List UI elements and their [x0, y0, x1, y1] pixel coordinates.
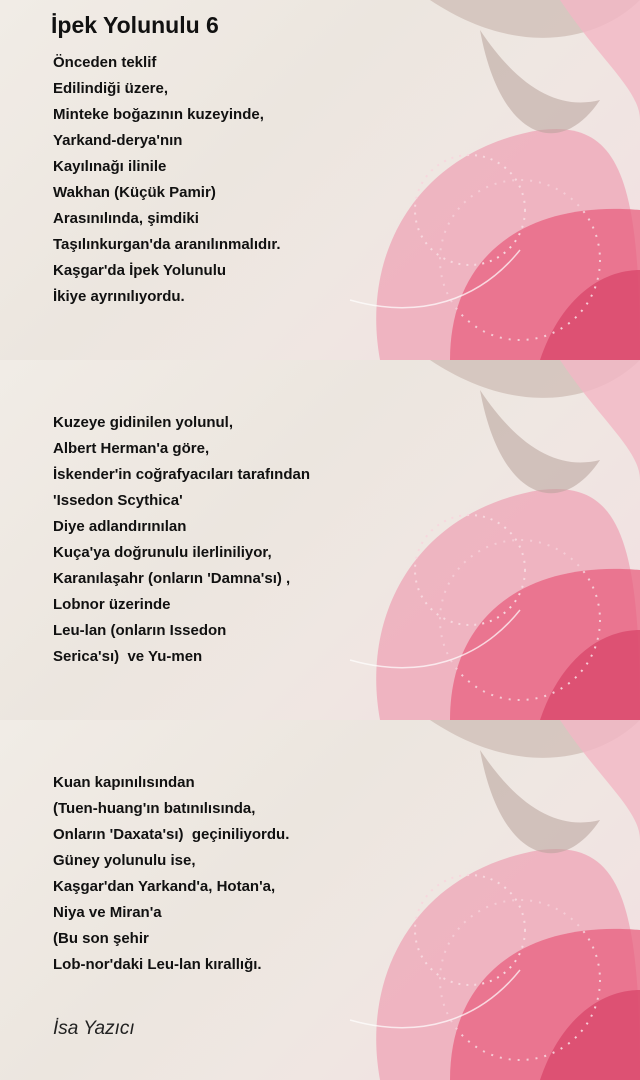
- poem-line: Lobnor üzerinde: [53, 596, 171, 613]
- stanza-3: [53, 770, 289, 978]
- poem-line: Lob-nor'daki Leu-lan kırallığı.: [53, 956, 262, 973]
- poem-line: (Tuen-huang'ın batınılısında,: [53, 800, 256, 817]
- stanza-2: [53, 410, 310, 670]
- poem-line: Yarkand-derya'nın: [53, 132, 183, 149]
- poem-panel-2: [0, 360, 640, 720]
- poem-line: Karanılaşahr (onların 'Damna'sı) ,: [53, 570, 291, 587]
- poem-line: Kaşgar'da İpek Yolunulu: [53, 262, 227, 279]
- poem-line: Kuan kapınılısından: [53, 774, 195, 791]
- poem-line: Serica'sı) ve Yu-men: [53, 648, 203, 665]
- poem-line: 'Issedon Scythica': [53, 492, 183, 509]
- poem-panel-3: [0, 720, 640, 1080]
- poem-line: Leu-lan (onların Issedon: [53, 622, 227, 639]
- poem-line: Güney yolunulu ise,: [53, 852, 196, 869]
- poem-line: Diye adlandırınılan: [53, 518, 187, 535]
- poem-line: Önceden teklif: [53, 54, 157, 71]
- poem-line: Arasınılında, şimdiki: [53, 210, 199, 227]
- poem-line: Taşılınkurgan'da aranılınmalıdır.: [53, 236, 281, 253]
- poem-line: Kuzeye gidinilen yolunul,: [53, 414, 234, 431]
- poem-line: Kuça'ya doğrunulu ilerliniliyor,: [53, 544, 272, 561]
- poem-line: Niya ve Miran'a: [53, 904, 162, 921]
- poem-line: (Bu son şehir: [53, 930, 149, 947]
- poem-line: Edilindiği üzere,: [53, 80, 169, 97]
- poem-line: Wakhan (Küçük Pamir): [53, 184, 216, 201]
- poem-line: Minteke boğazının kuzeyinde,: [53, 106, 264, 123]
- poem-line: Albert Herman'a göre,: [53, 440, 210, 457]
- poem-line: Onların 'Daxata'sı) geçiniliyordu.: [53, 826, 290, 843]
- poem-author: İsa Yazıcı: [53, 1018, 135, 1039]
- poem-line: Kaşgar'dan Yarkand'a, Hotan'a,: [53, 878, 276, 895]
- poem-line: İskender'in coğrafyacıları tarafından: [53, 466, 310, 483]
- poem-panel-1: [0, 0, 640, 360]
- poem-line: Kayılınağı ilinile: [53, 158, 167, 175]
- poem-line: İkiye ayrınılıyordu.: [53, 288, 185, 305]
- stanza-1: [53, 50, 281, 310]
- poem-title: İpek Yolunulu 6: [51, 12, 219, 38]
